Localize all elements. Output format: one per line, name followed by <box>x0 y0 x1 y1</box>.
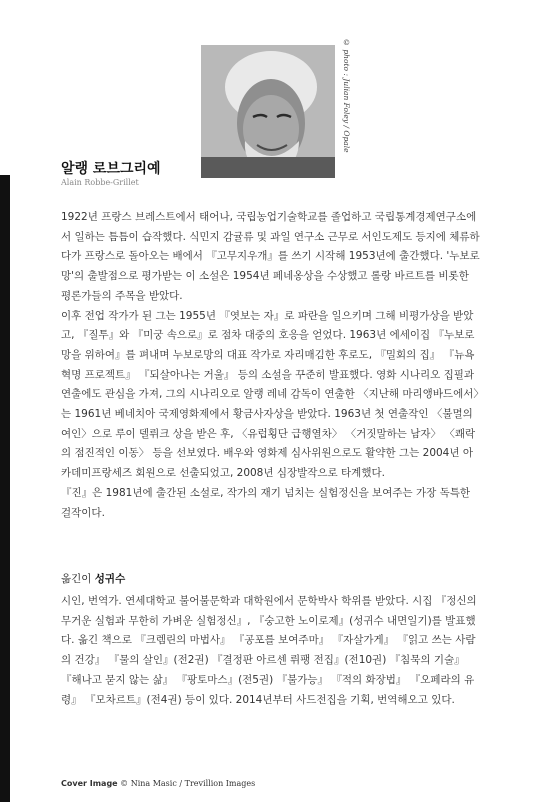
cover-image-text: © Nina Masic / Trevillion Images <box>120 779 256 788</box>
translator-name: 성귀수 <box>94 573 126 585</box>
cover-image-label: Cover Image <box>61 779 118 788</box>
side-accent-bar <box>0 175 10 802</box>
bio-paragraph: 『진』은 1981년에 출간된 소설로, 작가의 재기 넘치는 실험정신을 보여주는 가장 독특한 걸작이다. <box>61 486 471 519</box>
author-biography <box>61 208 481 523</box>
cover-image-credit <box>61 779 255 788</box>
translator-biography: 시인, 번역가. 연세대학교 불어불문학과 대학원에서 문학박사 학위를 받았다. 시집 『정신의 무거운 실험과 무한히 가벼운 실험정신』, 『숭고한 노이로제』(성귀수 내면일기)를 발표했다. 옮긴 책으로 『크렘린의 마법사』 『공포를 보여주마』 『자살가게』 『읽고 쓰는 사람의 건강』 『물의 살인』(전2권) 『결정판 아르센 뤼팽 전집』(전10권) 『침묵의 기술』 『해나고 묻지 않는 삶』 『팡토마스』(전5권) 『불가능』 『적의 화장법』 『오페라의 유령』 『모차르트』(전4권) 등이 있다. 2014년부터 사드전집을 기획, 번역해오고 있다. <box>61 595 477 706</box>
bio-paragraph: 1922년 프랑스 브레스트에서 태어나, 국립농업기술학교를 졸업하고 국립통계경제연구소에서 일하는 틈틈이 습작했다. 식민지 감귤류 및 과일 연구소 근무로 서인도제도 등지에 체류하다가 프랑스로 돌아오는 배에서 『고무지우개』를 쓰기 시작해 1953년에 출간했다. '누보로망'의 출발점으로 평가받는 이 소설은 1954년 페네옹상을 수상했고 롤랑 바르트를 비롯한 평론가들의 주목을 받았다. <box>61 211 480 302</box>
author-name-english: Alain Robbe-Grillet <box>61 178 139 187</box>
photo-credit: © photo : Julian Foley / Opale <box>342 38 351 153</box>
bio-paragraph: 이후 전업 작가가 된 그는 1955년 『엿보는 자』로 파란을 일으키며 그해 비평가상을 받았고, 『질투』와 『미궁 속으로』로 점차 대중의 호응을 얻었다. 1963년 에세이집 『누보로망을 위하여』를 펴내며 누보로망의 대표 작가로 자리매김한 후로도, 『밀회의 집』 『뉴욕혁명 프로젝트』 『되살아나는 거울』 등의 소설을 꾸준히 발표했다. 영화 시나리오 집필과 연출에도 관심을 가져, 그의 시나리오로 알랭 레네 감독이 연출한 〈지난해 마리앵바드에서〉는 1961년 베네치아 국제영화제에서 황금사자상을 받았다. 1963년 첫 연출작인 〈불멸의 여인〉으로 루이 델뤼크 상을 받은 후, 〈유럽횡단 급행열차〉 〈거짓말하는 남자〉 〈쾌락의 점진적인 이동〉 등을 선보였다. 배우와 영화제 심사위원으로도 활약한 그는 2004년 아카데미프랑세즈 회원으로 선출되었고, 2008년 심장발작으로 타계했다. <box>61 309 479 480</box>
author-photo <box>201 45 335 178</box>
author-portrait-image <box>201 45 335 178</box>
translator-heading <box>61 570 125 590</box>
translator-label: 옮긴이 <box>61 573 92 585</box>
author-name-korean: 알랭 로브그리예 <box>61 161 161 177</box>
